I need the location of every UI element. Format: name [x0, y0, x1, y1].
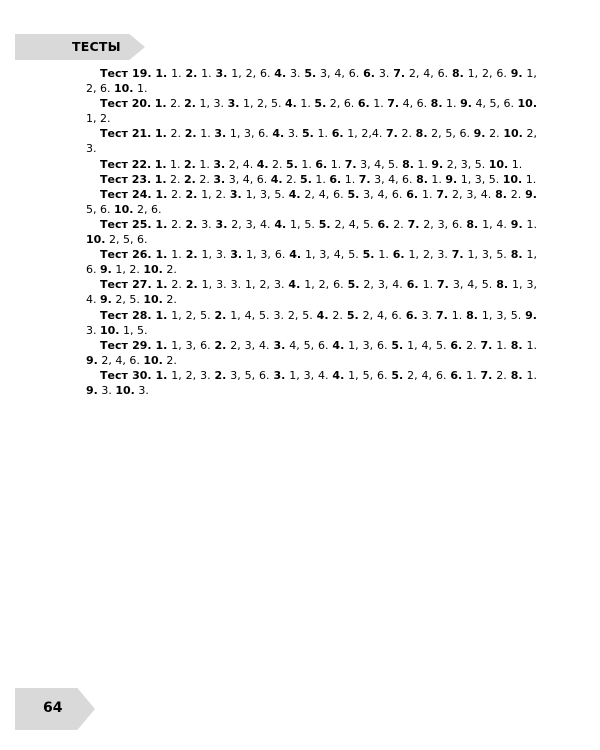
answer-value: 1, 3, 4. [285, 368, 333, 382]
answer-value: 2. [282, 172, 301, 186]
answer-value: 2. [166, 127, 185, 141]
question-number: 7. [480, 368, 493, 382]
test-title: Тест 30. [100, 368, 152, 382]
answer-value: 1, 3. [197, 248, 231, 262]
question-number: 9. [86, 383, 98, 397]
test-answer-entry [86, 247, 537, 277]
question-number: 1. [154, 157, 167, 171]
answer-value: 2. [166, 97, 185, 111]
question-number: 4. [274, 217, 287, 231]
question-number: 9. [525, 308, 537, 322]
question-number: 3. [273, 338, 286, 352]
question-number: 10. [517, 97, 538, 111]
answer-value: 1, 2, 6. [227, 67, 275, 80]
question-number: 3. [213, 172, 226, 186]
answer-value: 2. [166, 172, 185, 186]
question-number: 7. [393, 67, 406, 80]
answer-value: 1. [418, 187, 437, 201]
answer-value: 1. [296, 97, 315, 111]
question-number: 6. [377, 217, 390, 231]
answer-value: 1, 2, 3. [167, 368, 215, 382]
answer-value: 2, 4, 5. [330, 217, 378, 231]
question-number: 2. [185, 248, 198, 262]
answer-value: 1, 3, 4. [86, 278, 537, 307]
question-number: 8. [402, 157, 414, 171]
answer-value: 2. [328, 308, 347, 322]
answer-value: 3. [286, 67, 305, 80]
answer-value: 3, 4, 5. [356, 157, 403, 171]
question-number: 3. [213, 157, 226, 171]
answer-value: 2, 6. [133, 202, 162, 216]
question-number: 4. [289, 248, 302, 262]
test-title: Тест 23. [100, 172, 152, 186]
question-number: 3. [215, 217, 228, 231]
question-number: 7. [451, 248, 464, 262]
question-number: 1. [155, 308, 168, 322]
question-number: 5. [286, 157, 298, 171]
answer-value: 2. [492, 368, 511, 382]
answer-value: 1, 2, 3. [404, 248, 452, 262]
question-number: 4. [316, 308, 329, 322]
answer-value: 1. [447, 308, 467, 322]
answer-value: 1. [195, 157, 214, 171]
question-number: 4. [288, 187, 301, 201]
question-number: 8. [415, 127, 428, 141]
test-answer-entry [86, 368, 537, 398]
question-number: 2. [184, 127, 197, 141]
question-number: 7. [437, 278, 449, 292]
answer-value: 1, 3, 5. [241, 187, 289, 201]
answer-value: 2, 5. [111, 293, 144, 307]
answer-value: 1. [522, 338, 537, 352]
test-answer-entry [86, 157, 537, 172]
answer-value: 2. [195, 172, 214, 186]
question-number: 7. [387, 97, 400, 111]
answer-value: 1, 6. [86, 248, 537, 277]
question-number: 2. [214, 308, 227, 322]
answer-value: 1. [369, 97, 388, 111]
answer-value: 1. [492, 338, 511, 352]
question-number: 6. [406, 187, 419, 201]
answer-value: 2, 3, 6. [419, 217, 467, 231]
answer-value: 1, 3, 5. [463, 248, 511, 262]
test-answer-entry [86, 126, 537, 156]
answer-value: 1, 2, 6. [86, 67, 537, 96]
answer-value: 1. [522, 368, 537, 382]
answer-value: 4, 6. [399, 97, 431, 111]
question-number: 4. [272, 127, 285, 141]
answer-value: 2. [462, 338, 481, 352]
answer-value: 1, 3. [196, 97, 228, 111]
answer-value: 3, 4, 5. [448, 278, 497, 292]
section-title: ТЕСТЫ [72, 39, 121, 54]
question-number: 10. [488, 157, 509, 171]
answer-value: 1, 4, 5. 3. 2, 5. [226, 308, 317, 322]
test-answer-entry [86, 338, 537, 368]
answer-value: 1, 3, 6. [344, 338, 392, 352]
question-number: 2. [184, 157, 196, 171]
answer-value: 1, 2. [86, 112, 111, 126]
question-number: 5. [302, 127, 314, 141]
answer-value: 1, 4. [478, 217, 511, 231]
question-number: 1. [154, 172, 167, 186]
answer-value: 1, 4, 5. [403, 338, 451, 352]
question-number: 4. [332, 368, 345, 382]
question-number: 4. [285, 97, 297, 111]
answer-value: 3, 4, 6. [225, 172, 271, 186]
question-number: 8. [510, 338, 523, 352]
question-number: 5. [347, 278, 360, 292]
test-title: Тест 21. [100, 127, 152, 141]
answer-value: 4, 5, 6. [285, 338, 333, 352]
answer-value: 2. [162, 263, 177, 277]
question-number: 5. [347, 187, 360, 201]
answer-value: 2. [506, 187, 526, 201]
test-title: Тест 27. [100, 278, 152, 292]
question-number: 3. [227, 97, 240, 111]
question-number: 4. [332, 338, 345, 352]
answer-value: 2, 4, 6. [403, 368, 451, 382]
answer-value: 1. [167, 248, 186, 262]
answer-value: 2, 3, 5. [443, 157, 489, 171]
question-number: 10. [100, 323, 120, 337]
question-number: 2. [214, 338, 227, 352]
test-answer-entry [86, 308, 537, 338]
question-number: 9. [510, 67, 523, 80]
answer-value: 2. [268, 157, 287, 171]
question-number: 6. [450, 368, 463, 382]
answer-value: 1. [442, 97, 461, 111]
test-title: Тест 29. [100, 338, 152, 352]
question-number: 2. [185, 278, 198, 292]
answer-value: 1, 5. [286, 217, 319, 231]
question-number: 6. [450, 338, 463, 352]
answer-value: 1. [341, 172, 359, 186]
answer-value: 3. [134, 383, 149, 397]
answer-value: 1. [311, 172, 330, 186]
test-title: Тест 24. [100, 187, 152, 201]
question-number: 10. [86, 233, 106, 247]
answer-value: 2, 3, 4. [448, 187, 496, 201]
test-title: Тест 26. [100, 248, 152, 262]
answer-value: 1, 3. 3. 1, 2, 3. [197, 278, 289, 292]
test-title: Тест 20. [100, 97, 152, 111]
answer-value: 3, 4, 6. [316, 67, 364, 80]
question-number: 6. [331, 127, 344, 141]
question-number: 9. [510, 217, 523, 231]
question-number: 8. [416, 172, 428, 186]
answer-value: 1. [313, 127, 332, 141]
question-number: 8. [510, 248, 523, 262]
answer-value: 1. [413, 157, 432, 171]
question-number: 8. [510, 368, 523, 382]
section-header-tab [15, 34, 145, 60]
answer-value: 2. [167, 217, 186, 231]
answer-value: 1. [374, 248, 393, 262]
question-number: 10. [113, 202, 134, 216]
question-number: 4. [288, 278, 301, 292]
question-number: 8. [451, 67, 464, 80]
answer-value: 2, 4, 6. [405, 67, 452, 80]
question-number: 6. [392, 248, 405, 262]
question-number: 9. [445, 172, 458, 186]
question-number: 9. [100, 293, 112, 307]
answer-value: 1. [327, 157, 345, 171]
question-number: 6. [315, 157, 328, 171]
question-number: 7. [386, 127, 398, 141]
question-number: 10. [115, 383, 135, 397]
answer-value: 2. [167, 278, 186, 292]
answer-value: 1, 2, 5. [167, 308, 215, 322]
answer-value: 1, 3, 5. [457, 172, 503, 186]
answer-value: 1, 2. [111, 263, 144, 277]
question-number: 5. [304, 67, 317, 80]
question-number: 3. [215, 67, 228, 80]
question-number: 4. [256, 157, 269, 171]
test-title: Тест 28. [100, 308, 152, 322]
question-number: 3. [273, 368, 286, 382]
question-number: 9. [431, 157, 444, 171]
answer-value: 3. [417, 308, 436, 322]
question-number: 10. [503, 127, 523, 141]
question-number: 10. [113, 82, 134, 96]
answer-value: 2. [389, 217, 408, 231]
test-title: Тест 25. [100, 217, 152, 231]
question-number: 7. [480, 338, 493, 352]
answer-value: 2. [397, 127, 416, 141]
question-number: 9. [460, 97, 472, 111]
answer-value: 2, 3, 4. [227, 217, 275, 231]
test-answer-entry [86, 217, 537, 247]
question-number: 2. [185, 187, 198, 201]
answer-value: 1, 2, 5. [239, 97, 286, 111]
answer-value: 1. [167, 67, 186, 80]
answer-value: 1, 3, 6. [226, 127, 273, 141]
test-title: Тест 19. [100, 67, 152, 80]
question-number: 2. [185, 67, 198, 80]
answer-value: 1, 5, 6. [344, 368, 392, 382]
question-number: 6. [405, 308, 418, 322]
answer-value: 1, 3, 5. [478, 308, 526, 322]
question-number: 1. [155, 127, 167, 141]
page-number: 64 [43, 700, 63, 716]
answer-value: 1, 2,4. [343, 127, 386, 141]
answer-value: 2, 4, 6. [97, 353, 144, 367]
answer-value: 1. [166, 157, 185, 171]
question-number: 2. [184, 97, 196, 111]
answer-value: 3. [284, 127, 303, 141]
answer-value: 2, 3, 4. [226, 338, 274, 352]
question-number: 8. [466, 308, 478, 322]
question-number: 6. [329, 172, 342, 186]
question-number: 7. [358, 172, 371, 186]
answer-value: 3. [374, 67, 394, 80]
answer-value: 1. [427, 172, 446, 186]
question-number: 1. [155, 217, 168, 231]
answer-value: 1, 2, 6. [463, 67, 511, 80]
question-number: 1. [155, 278, 168, 292]
answer-value: 3, 5, 6. [226, 368, 274, 382]
test-answer-entry [86, 96, 537, 126]
question-number: 8. [495, 187, 507, 201]
answer-value: 1, 2. [197, 187, 230, 201]
page-number-tab [15, 688, 95, 730]
test-answer-entry [86, 66, 537, 96]
test-answer-entry [86, 187, 537, 217]
answer-value: 3. [86, 323, 100, 337]
answer-value: 2, 6. [326, 97, 358, 111]
answer-value: 2, 5, 6. [427, 127, 474, 141]
question-number: 8. [430, 97, 443, 111]
answer-value: 2, 4, 6. [300, 187, 348, 201]
answer-value: 3. [197, 217, 216, 231]
question-number: 1. [155, 248, 168, 262]
question-number: 5. [318, 217, 331, 231]
test-answer-entry [86, 172, 537, 187]
question-number: 5. [300, 172, 312, 186]
question-number: 4. [270, 172, 283, 186]
answer-value: 1, 3, 4, 5. [301, 248, 363, 262]
question-number: 9. [100, 263, 112, 277]
answer-value: 1. [522, 217, 537, 231]
answer-value: 2, 4, 6. [358, 308, 406, 322]
answer-key-list [86, 66, 537, 398]
answer-value: 1. [297, 157, 316, 171]
question-number: 7. [344, 157, 357, 171]
question-number: 7. [435, 308, 448, 322]
question-number: 3. [214, 127, 227, 141]
answer-value: 5, 6. [86, 202, 114, 216]
question-number: 2. [185, 217, 198, 231]
question-number: 3. [230, 248, 243, 262]
question-number: 10. [502, 172, 523, 186]
answer-value: 2, 3. [86, 127, 537, 156]
question-number: 5. [362, 248, 375, 262]
question-number: 1. [154, 97, 167, 111]
question-number: 2. [214, 368, 227, 382]
question-number: 10. [143, 353, 163, 367]
test-answer-entry [86, 277, 537, 307]
answer-value: 1. [522, 172, 537, 186]
question-number: 10. [143, 263, 163, 277]
question-number: 5. [391, 368, 404, 382]
question-number: 1. [155, 187, 168, 201]
question-number: 1. [155, 368, 168, 382]
question-number: 8. [496, 278, 509, 292]
answer-value: 4, 5, 6. [471, 97, 518, 111]
question-number: 6. [357, 97, 370, 111]
answer-value: 2, 3, 4. [359, 278, 407, 292]
question-number: 9. [473, 127, 486, 141]
answer-value: 1, 5. [119, 323, 148, 337]
answer-value: 3, 4, 6. [359, 187, 407, 201]
answer-value: 1, 3, 6. [167, 338, 215, 352]
answer-value: 1, 2, 6. [300, 278, 348, 292]
answer-value: 1, 3, 6. [242, 248, 290, 262]
question-number: 9. [525, 187, 537, 201]
question-number: 7. [407, 217, 420, 231]
question-number: 7. [436, 187, 449, 201]
answer-value: 3, 4, 6. [370, 172, 417, 186]
answer-value: 2. [162, 353, 177, 367]
question-number: 6. [406, 278, 419, 292]
answer-value: 2, 5, 6. [105, 233, 148, 247]
answer-value: 2, 4. [225, 157, 257, 171]
question-number: 5. [314, 97, 327, 111]
answer-value: 2. [167, 187, 186, 201]
question-number: 5. [391, 338, 404, 352]
answer-value: 1. [508, 157, 523, 171]
question-number: 5. [346, 308, 359, 322]
answer-value: 1. [462, 368, 481, 382]
question-number: 8. [466, 217, 479, 231]
question-number: 1. [155, 338, 168, 352]
question-number: 10. [143, 293, 163, 307]
answer-value: 1. [133, 82, 148, 96]
question-number: 9. [86, 353, 98, 367]
question-number: 4. [274, 67, 287, 80]
answer-value: 1. [196, 127, 215, 141]
question-number: 2. [184, 172, 196, 186]
answer-value: 1. [418, 278, 438, 292]
answer-value: 1. [197, 67, 216, 80]
question-number: 3. [229, 187, 242, 201]
question-number: 6. [363, 67, 375, 80]
test-title: Тест 22. [100, 157, 152, 171]
answer-value: 3. [97, 383, 116, 397]
question-number: 1. [155, 67, 168, 80]
answer-value: 2. [485, 127, 504, 141]
answer-value: 2. [162, 293, 177, 307]
